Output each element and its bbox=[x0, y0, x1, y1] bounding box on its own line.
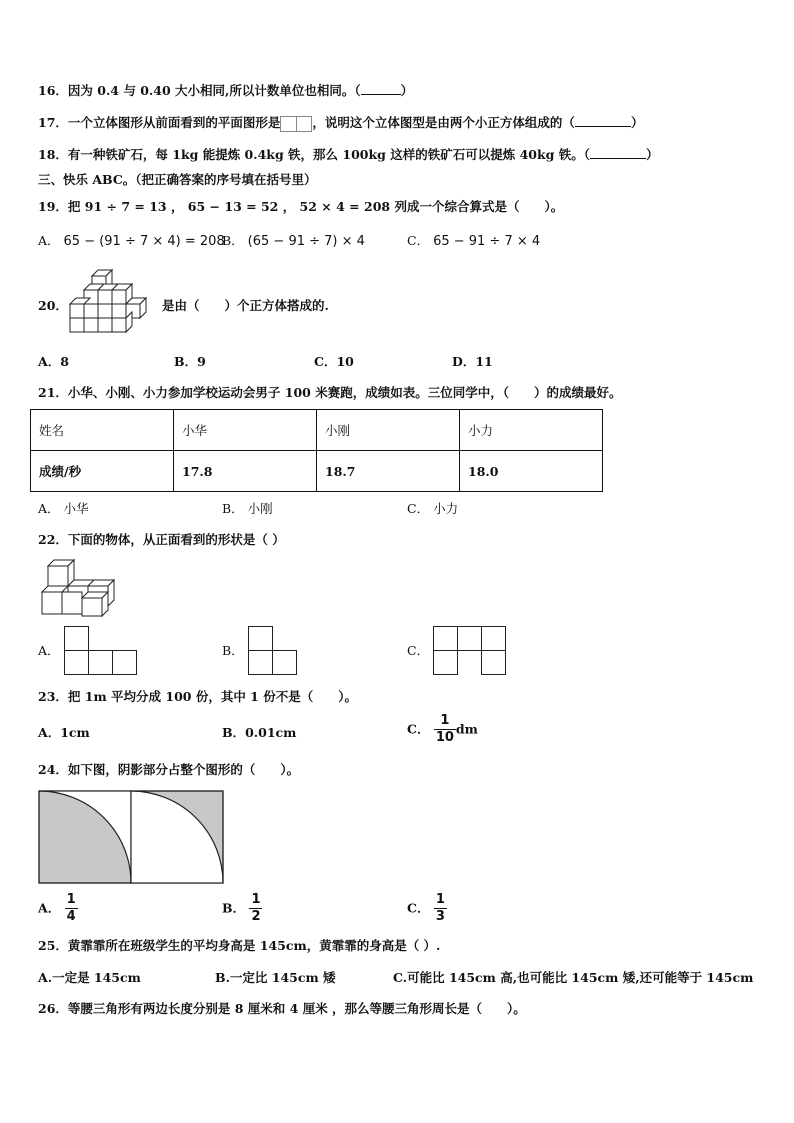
table-cell: 17.8 bbox=[174, 451, 317, 492]
option-c[interactable]: C.可能比 145cm 高,也可能比 145cm 矮,还可能等于 145cm bbox=[393, 970, 754, 985]
question-number: 19． bbox=[38, 199, 68, 214]
question-text: 等腰三角形有两边长度分别是 8 厘米和 4 厘米 ，那么等腰三角形周长是（ ）。 bbox=[67, 1001, 526, 1016]
question-text: 把 91 ÷ 7 = 13 ， 65 − 13 = 52 ， 52 × 4 = 208 列成一个综合算式是（ ）。 bbox=[67, 199, 564, 214]
option-c[interactable]: C． $\frac{1}{3}$ bbox=[407, 892, 445, 924]
question-25 bbox=[38, 937, 440, 955]
option-c-shape bbox=[433, 626, 507, 676]
question-22 bbox=[38, 531, 285, 549]
question-number: 17． bbox=[38, 115, 68, 130]
option-d[interactable]: D．11 bbox=[452, 354, 493, 369]
question-number: 25． bbox=[38, 938, 68, 953]
table-cell: 18.0 bbox=[460, 451, 603, 492]
question-number: 21． bbox=[38, 385, 68, 400]
option-a[interactable]: A．8 bbox=[38, 354, 69, 369]
question-number: 26． bbox=[38, 1001, 68, 1016]
cube-object-figure bbox=[38, 558, 122, 620]
question-text: 把 1m 平均分成 100 份，其中 1 份不是（ ）。 bbox=[67, 689, 357, 704]
answer-blank[interactable] bbox=[590, 146, 646, 159]
question-text: 下面的物体，从正面看到的形状是（ ） bbox=[67, 532, 285, 547]
question-26 bbox=[38, 1000, 526, 1018]
question-24 bbox=[38, 761, 299, 779]
answer-blank[interactable] bbox=[575, 114, 631, 127]
question-21 bbox=[38, 384, 621, 402]
question-20-text: 是由（ ）个正方体搭成的. bbox=[162, 298, 329, 313]
question-16: 16．因为 0.4 与 0.40 大小相同,所以计数单位也相同。（ ） bbox=[38, 83, 414, 98]
question-text: 黄霏霏所在班级学生的平均身高是 145cm，黄霏霏的身高是（ ）. bbox=[67, 938, 441, 953]
option-a[interactable]: A． 小华 bbox=[38, 501, 89, 516]
question-number: 22． bbox=[38, 532, 68, 547]
table-row bbox=[31, 451, 603, 492]
question-number: 16． bbox=[38, 83, 68, 98]
question-number: 18． bbox=[38, 147, 68, 162]
option-c[interactable]: C． 小力 bbox=[407, 501, 459, 516]
table-cell: 18.7 bbox=[317, 451, 460, 492]
question-19 bbox=[38, 198, 563, 216]
fraction: $\frac{1}{3}$ bbox=[435, 892, 445, 924]
table-cell: 小力 bbox=[460, 410, 603, 451]
answer-blank[interactable] bbox=[361, 82, 401, 95]
option-b-shape bbox=[248, 626, 298, 676]
question-text: 一个立体图形从前面看到的平面图形是 bbox=[67, 115, 281, 130]
question-number: 24． bbox=[38, 762, 68, 777]
option-b[interactable]: B.一定比 145cm 矮 bbox=[215, 970, 336, 985]
option-c[interactable]: C． bbox=[407, 643, 430, 658]
option-b[interactable]: B．9 bbox=[174, 354, 206, 369]
question-text: 有一种铁矿石，每 1kg 能提炼 0.4kg 铁，那么 100kg 这样的铁矿石可以提炼 40kg 铁。（ bbox=[67, 147, 591, 162]
question-17: 17．一个立体图形从前面看到的平面图形是 ，说明这个立体图型是由两个小正方体组成的（ ） bbox=[38, 115, 644, 130]
option-a-shape bbox=[64, 626, 138, 676]
option-b[interactable]: B． bbox=[222, 643, 244, 658]
option-b[interactable]: B． (65 − 91 ÷ 7) × 4 bbox=[222, 233, 365, 249]
option-b[interactable]: B．0.01cm bbox=[222, 725, 297, 740]
question-text: 因为 0.4 与 0.40 大小相同,所以计数单位也相同。（ bbox=[67, 83, 361, 98]
table-cell: 姓名 bbox=[31, 410, 174, 451]
question-18: 18．有一种铁矿石，每 1kg 能提炼 0.4kg 铁，那么 100kg 这样的铁矿石可以提炼 40kg 铁。（ ） bbox=[38, 147, 659, 162]
question-23 bbox=[38, 688, 357, 706]
option-a[interactable]: A． $\frac{1}{4}$ bbox=[38, 892, 76, 924]
table-cell: 成绩/秒 bbox=[31, 451, 174, 492]
two-squares-figure bbox=[280, 116, 312, 132]
fraction: $\frac{1}{4}$ bbox=[66, 892, 76, 924]
cube-stack-figure bbox=[66, 268, 156, 340]
option-c[interactable]: C． $\frac{1}{10}$ dm bbox=[407, 713, 478, 745]
score-table bbox=[30, 409, 603, 492]
section-title: 三、快乐 ABC。（把正确答案的序号填在括号里） bbox=[38, 172, 317, 187]
option-a[interactable]: A．1cm bbox=[38, 725, 90, 740]
option-c[interactable]: C．10 bbox=[314, 354, 354, 369]
option-c[interactable]: C． 65 − 91 ÷ 7 × 4 bbox=[407, 233, 541, 249]
option-a[interactable]: A． bbox=[38, 643, 60, 658]
option-a[interactable]: A． 65 − (91 ÷ 7 × 4) = 208 bbox=[38, 233, 225, 249]
table-row bbox=[31, 410, 603, 451]
option-a[interactable]: A.一定是 145cm bbox=[38, 970, 141, 985]
table-cell: 小华 bbox=[174, 410, 317, 451]
option-b[interactable]: B． 小刚 bbox=[222, 501, 273, 516]
fraction: $\frac{1}{2}$ bbox=[251, 892, 261, 924]
question-text: ，说明这个立体图型是由两个小正方体组成的（ bbox=[312, 115, 575, 130]
question-20-number: 20． bbox=[38, 298, 68, 313]
question-number: 23． bbox=[38, 689, 68, 704]
fraction: $\frac{1}{10}$ bbox=[435, 713, 454, 745]
question-text: 如下图，阴影部分占整个图形的（ ）。 bbox=[67, 762, 300, 777]
shaded-quarter-circles-figure bbox=[38, 790, 226, 886]
table-cell: 小刚 bbox=[317, 410, 460, 451]
question-text: 小华、小刚、小力参加学校运动会男子 100 米赛跑，成绩如表。三位同学中，（ ）的成绩最好。 bbox=[67, 385, 622, 400]
option-b[interactable]: B． $\frac{1}{2}$ bbox=[222, 892, 261, 924]
